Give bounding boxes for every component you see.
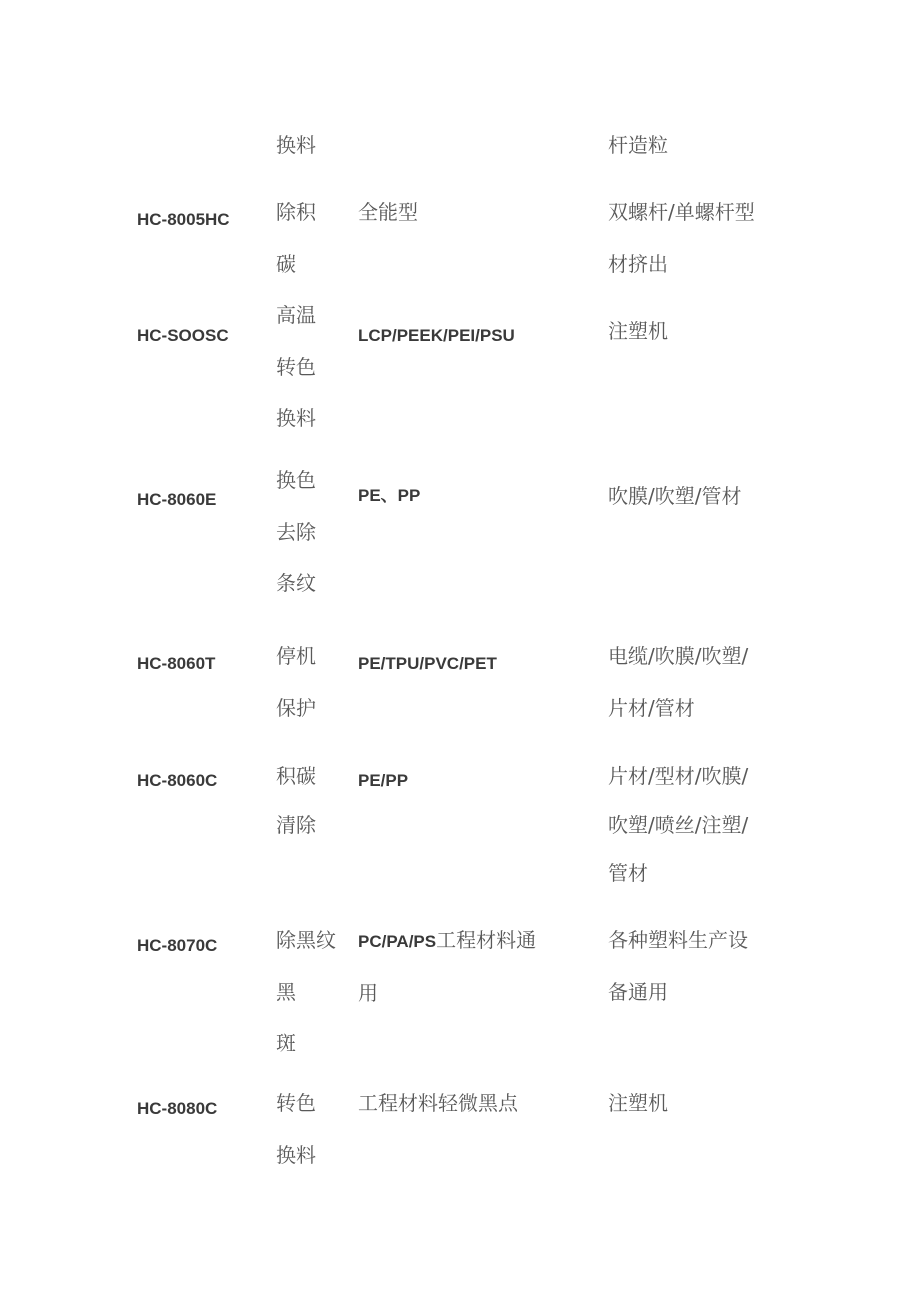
function-text: 条纹 xyxy=(276,571,316,595)
function-text: 积碳 xyxy=(276,764,316,788)
function-cell xyxy=(276,120,348,172)
function-text: 换色 xyxy=(276,468,316,492)
application-text: 片材/型材/吹膜/ xyxy=(608,764,749,788)
function-cell xyxy=(276,915,348,1070)
application-cell xyxy=(608,120,798,172)
application-text: 备通用 xyxy=(608,979,668,1004)
function-text: 黑 xyxy=(276,979,296,1004)
function-cell xyxy=(276,631,348,734)
function-text: 高温 xyxy=(276,303,316,327)
material-bold-text: PE、PP xyxy=(358,486,421,505)
function-text: 清除 xyxy=(276,813,316,837)
material-text: 用 xyxy=(358,980,378,1005)
application-cell xyxy=(608,471,798,523)
material-bold-text: PC/PA/PS xyxy=(358,932,437,951)
material-cell xyxy=(358,187,588,239)
function-cell xyxy=(276,290,348,445)
application-cell xyxy=(608,631,798,734)
product-code: HC-8005HC xyxy=(137,210,230,229)
function-cell xyxy=(276,751,348,849)
function-text: 停机 xyxy=(276,644,316,668)
application-text: 片材/管材 xyxy=(608,695,695,720)
application-text: 材挤出 xyxy=(608,251,668,276)
function-text: 碳 xyxy=(276,251,296,276)
material-text: 工程材料通 xyxy=(436,928,537,952)
application-text: 注塑机 xyxy=(608,319,668,343)
function-text: 转色 xyxy=(276,354,316,379)
function-text: 换料 xyxy=(276,133,316,157)
function-text: 除积 xyxy=(276,200,316,224)
product-code: HC-8080C xyxy=(137,1099,218,1118)
material-text: 全能型 xyxy=(358,200,418,224)
application-cell xyxy=(608,915,798,1018)
material-cell xyxy=(358,1078,588,1130)
function-text: 换料 xyxy=(276,1142,316,1167)
application-text: 吹膜/吹塑/管材 xyxy=(608,484,742,508)
application-cell xyxy=(608,306,798,358)
application-text: 杆造粒 xyxy=(608,133,668,157)
application-text: 电缆/吹膜/吹塑/ xyxy=(608,644,749,668)
function-cell xyxy=(276,455,348,610)
material-cell xyxy=(358,638,588,689)
function-text: 去除 xyxy=(276,519,316,544)
material-cell xyxy=(358,470,588,521)
product-code: HC-8060C xyxy=(137,771,218,790)
product-code: HC-8060T xyxy=(137,654,216,673)
application-text: 各种塑料生产设 xyxy=(608,928,748,952)
function-cell xyxy=(276,1078,348,1181)
product-code: HC-8060E xyxy=(137,490,217,509)
product-code: HC-SOOSC xyxy=(137,326,229,345)
application-text: 双螺杆/单螺杆型 xyxy=(608,200,755,224)
material-text-line xyxy=(358,915,588,968)
function-text: 保护 xyxy=(276,695,316,720)
function-text: 除黑纹 xyxy=(276,928,336,952)
function-text: 换料 xyxy=(276,406,316,430)
application-cell xyxy=(608,187,798,290)
function-text: 转色 xyxy=(276,1091,316,1115)
material-text: 工程材料轻微黑点 xyxy=(358,1091,518,1115)
product-code: HC-8070C xyxy=(137,936,218,955)
function-text: 斑 xyxy=(276,1031,296,1055)
material-cell xyxy=(358,310,588,361)
function-cell xyxy=(276,187,348,290)
material-cell xyxy=(358,915,588,1019)
application-text: 管材 xyxy=(608,861,648,885)
material-bold-text: LCP/PEEK/PEI/PSU xyxy=(358,326,515,345)
application-text: 注塑机 xyxy=(608,1091,668,1115)
application-text: 吹塑/喷丝/注塑/ xyxy=(608,813,749,837)
material-cell xyxy=(358,755,588,806)
material-bold-text: PE/TPU/PVC/PET xyxy=(358,654,497,673)
application-cell xyxy=(608,1078,798,1130)
material-bold-text: PE/PP xyxy=(358,771,409,790)
application-cell xyxy=(608,751,798,897)
